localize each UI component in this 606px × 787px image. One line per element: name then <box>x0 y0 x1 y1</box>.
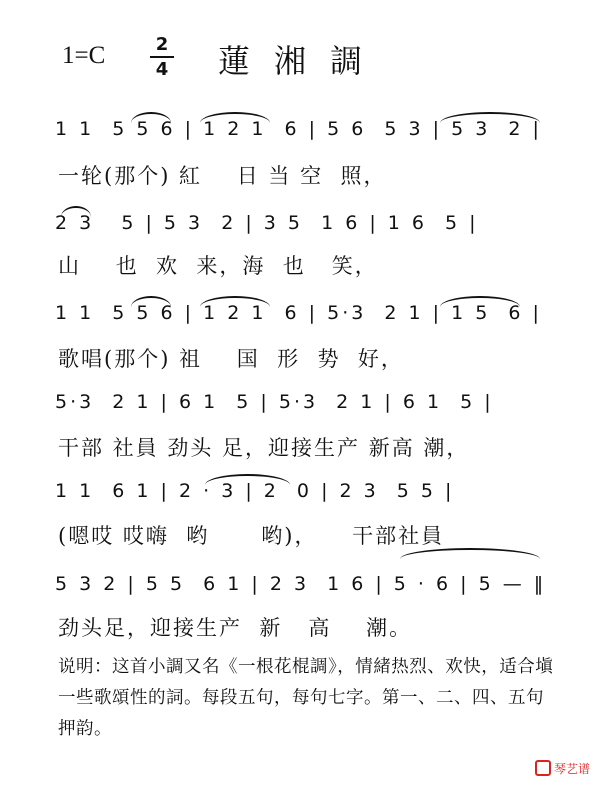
notation-row-2: 2 3 5 | 5 3 2 | 3 5 1 6 | 1 6 5 | <box>55 212 479 234</box>
slur <box>131 112 171 123</box>
slur <box>131 296 171 307</box>
notation-row-3: 1 1 5 5 6 | 1 2 1 6 | 5·3 2 1 | 1 5 6 | <box>55 302 542 324</box>
watermark-text: 琴艺谱 <box>553 762 590 776</box>
notation-row-5: 1 1 6 1 | 2 · 3 | 2 0 | 2 3 5 5 | <box>55 480 455 502</box>
notation-row-4: 5·3 2 1 | 6 1 5 | 5·3 2 1 | 6 1 5 | <box>55 391 494 413</box>
lyrics-row-6: 劲头足，迎接生产 新 高 潮。 <box>58 616 413 640</box>
slur <box>440 296 520 307</box>
lyrics-row-5: (嗯哎 哎嗨 哟 哟)， 干部社員 <box>58 524 445 548</box>
logo-icon <box>535 760 551 776</box>
key-signature: 1=C <box>62 42 106 69</box>
time-denominator: 4 <box>155 59 169 80</box>
lyrics-row-3: 歌唱(那个) 祖 国 形 势 好， <box>58 347 404 371</box>
time-numerator: 2 <box>150 36 174 58</box>
notation-row-6: 5 3 2 | 5 5 6 1 | 2 3 1 6 | 5 · 6 | 5 — ‖ <box>55 573 547 595</box>
slur <box>61 206 91 217</box>
slur <box>200 112 270 123</box>
slur <box>200 296 270 307</box>
song-title: 蓮湘調 <box>218 42 387 80</box>
lyrics-row-4: 干部 社員 劲头 足，迎接生产 新高 潮， <box>58 436 470 460</box>
slur <box>205 474 290 485</box>
explanation-text: 说明：这首小調又名《一根花棍調》，情緒热烈、欢快，适合塡一些歌頌性的詞。每段五句，每句七字。第一、二、四、五句押韵。 <box>58 657 554 739</box>
slur <box>440 112 540 123</box>
watermark-logo <box>535 760 590 777</box>
lyrics-row-2: 山 也 欢 来，海 也 笑， <box>58 254 378 278</box>
notation-row-1: 1 1 5 5 6 | 1 2 1 6 | 5 6 5 3 | 5 3 2 | <box>55 118 542 140</box>
lyrics-row-1: 一轮(那个) 紅 日 当 空 照， <box>58 164 387 188</box>
